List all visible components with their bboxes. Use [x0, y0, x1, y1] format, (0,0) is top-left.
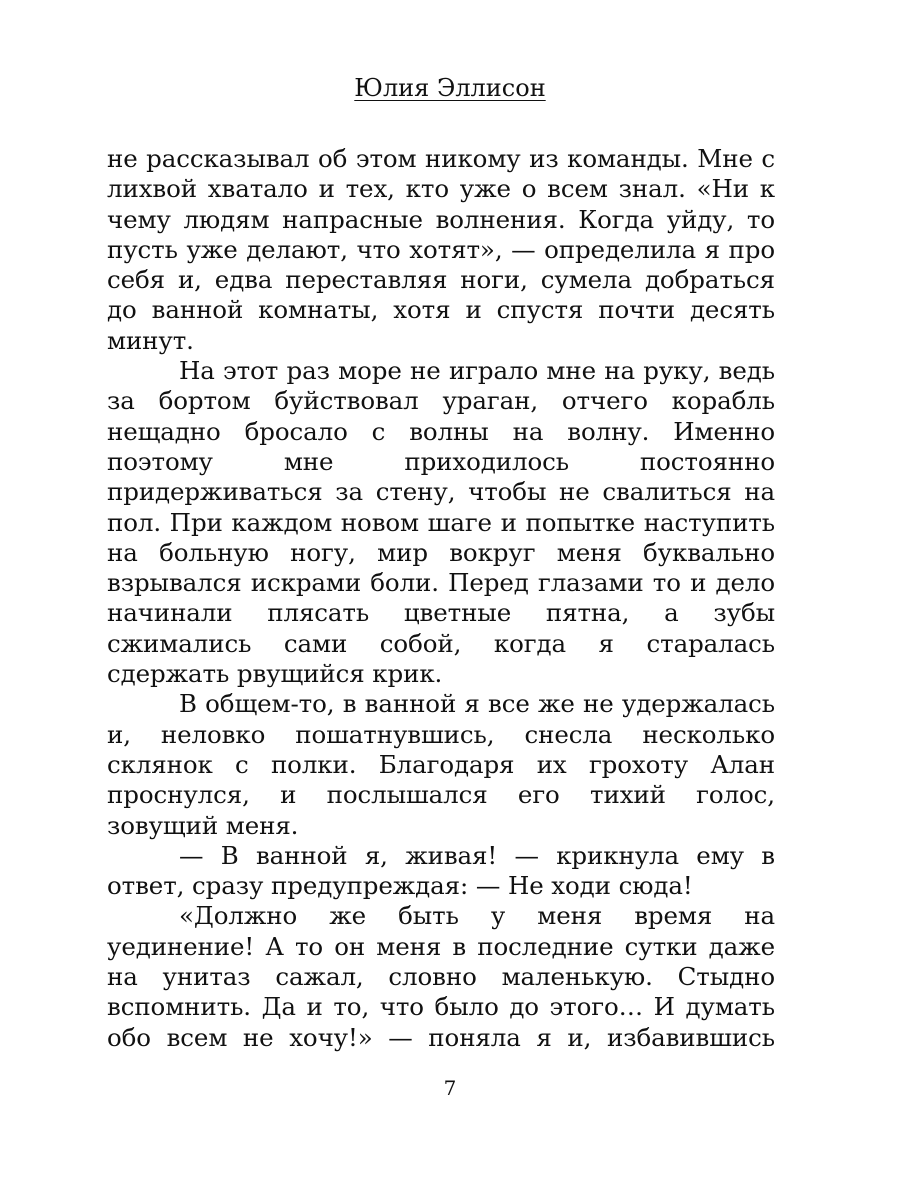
- page-body: [107, 144, 775, 1053]
- paragraph: На этот раз море не играло мне на руку, ведь за бортом буйствовал ураган, отчего корабль нещадно бросало с волны на волну. Именно поэтому мне приходилось постоянно придерживаться за стену, чтобы не свалиться на пол. При каждом новом шаге и попытке наступить на больную ногу, мир вокруг меня буквально взрывался искрами боли. Перед глазами то и дело начинали плясать цветные пятна, а зубы сжимались сами собой, когда я старалась сдержать рвущийся крик.: [107, 356, 775, 689]
- page-number: 7: [443, 1076, 457, 1100]
- author-name: Юлия Эллисон: [354, 74, 546, 102]
- page-header: [0, 72, 900, 104]
- paragraph: «Должно же быть у меня время на уединение! А то он меня в последние сутки даже на унитаз сажал, словно маленькую. Стыдно вспомнить. Да и то, что было до этого… И думать обо всем не хочу!» — поняла я и, избавившись: [107, 901, 775, 1052]
- paragraph: В общем-то, в ванной я все же не удержалась и, неловко пошатнувшись, снесла несколько склянок с полки. Благодаря их грохоту Алан проснулся, и послышался его тихий голос, зовущий меня.: [107, 689, 775, 840]
- paragraph: — В ванной я, живая! — крикнула ему в ответ, сразу предупреждая: — Не ходи сюда!: [107, 840, 775, 901]
- paragraph: не рассказывал об этом никому из команды. Мне с лихвой хватало и тех, кто уже о всем знал. «Ни к чему людям напрасные волнения. Когда уйду, то пусть уже делают, что хотят», — определила я про себя и, едва переставляя ноги, сумела добраться до ванной комнаты, хотя и спустя почти десять минут.: [107, 144, 775, 355]
